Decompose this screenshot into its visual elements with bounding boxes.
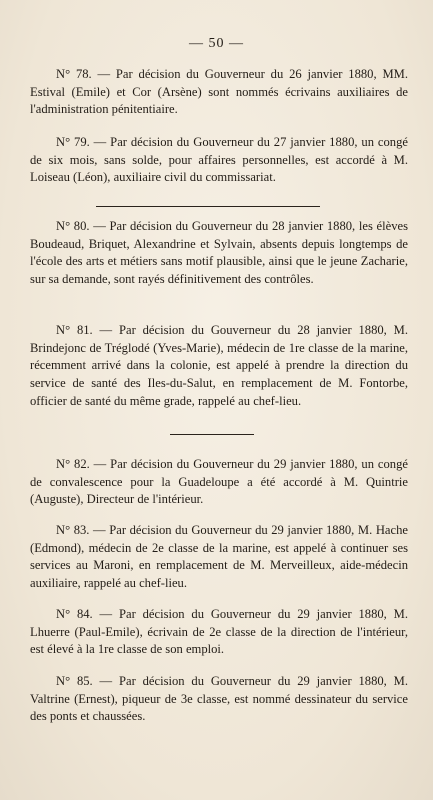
- entry-text: N° 83. — Par décision du Gouverneur du 29 janvier 1880, M. Hache (Edmond), médecin de 2e classe de la marine, est appelé à continuer ses services au Maroni, en remplacement de M. Merveilleux, aide-médecin auxiliaire, rappelé au chef-lieu.: [30, 523, 408, 591]
- section-divider: [170, 434, 254, 435]
- decision-entry-81: [30, 322, 408, 411]
- page-number: — 50 —: [189, 36, 244, 51]
- decision-entry-83: [30, 522, 408, 593]
- entry-text: N° 85. — Par décision du Gouverneur du 29 janvier 1880, M. Valtrine (Ernest), piqueur de 3e classe, est nommé dessinateur du service des ponts et chaussées.: [30, 674, 408, 724]
- entry-text: N° 82. — Par décision du Gouverneur du 29 janvier 1880, un congé de convalescence pour la Guadeloupe a été accordé à M. Quintrie (Auguste), Directeur de l'intérieur.: [30, 457, 408, 507]
- decision-entry-85: [30, 673, 408, 726]
- entry-text: N° 78. — Par décision du Gouverneur du 26 janvier 1880, MM. Estival (Emile) et Cor (Arsène) sont nommés écrivains auxiliaires de l'administration pénitentiaire.: [30, 67, 408, 117]
- decision-entry-79: [30, 134, 408, 187]
- section-divider: [96, 206, 320, 207]
- decision-entry-82: [30, 456, 408, 509]
- entry-text: N° 81. — Par décision du Gouverneur du 28 janvier 1880, M. Brindejonc de Tréglodé (Yves-Marie), médecin de 1re classe de la marine, récemment arrivé dans la colonie, est appelé à prendre la direction du service de santé des Iles-du-Salut, en remplacement de M. Fontorbe, officier de santé du même grade, rappelé au chef-lieu.: [30, 323, 408, 408]
- entry-text: N° 79. — Par décision du Gouverneur du 27 janvier 1880, un congé de six mois, sans solde, pour affaires personnelles, est accordé à M. Loiseau (Léon), auxiliaire civil du commissariat.: [30, 135, 408, 185]
- entry-text: N° 84. — Par décision du Gouverneur du 29 janvier 1880, M. Lhuerre (Paul-Emile), écrivain de 2e classe de la direction de l'intérieur, est élevé à la 1re classe de son emploi.: [30, 607, 408, 657]
- decision-entry-78: [30, 66, 408, 119]
- entry-text: N° 80. — Par décision du Gouverneur du 28 janvier 1880, les élèves Boudeaud, Briquet, Alexandrine et Sylvain, absents depuis longtemps de l'école des arts et métiers sans motif plausible, ainsi que le jeune Zacharie, sur sa demande, sont rayés définitivement des contrôles.: [30, 219, 408, 287]
- decision-entry-80: [30, 218, 408, 289]
- decision-entry-84: [30, 606, 408, 659]
